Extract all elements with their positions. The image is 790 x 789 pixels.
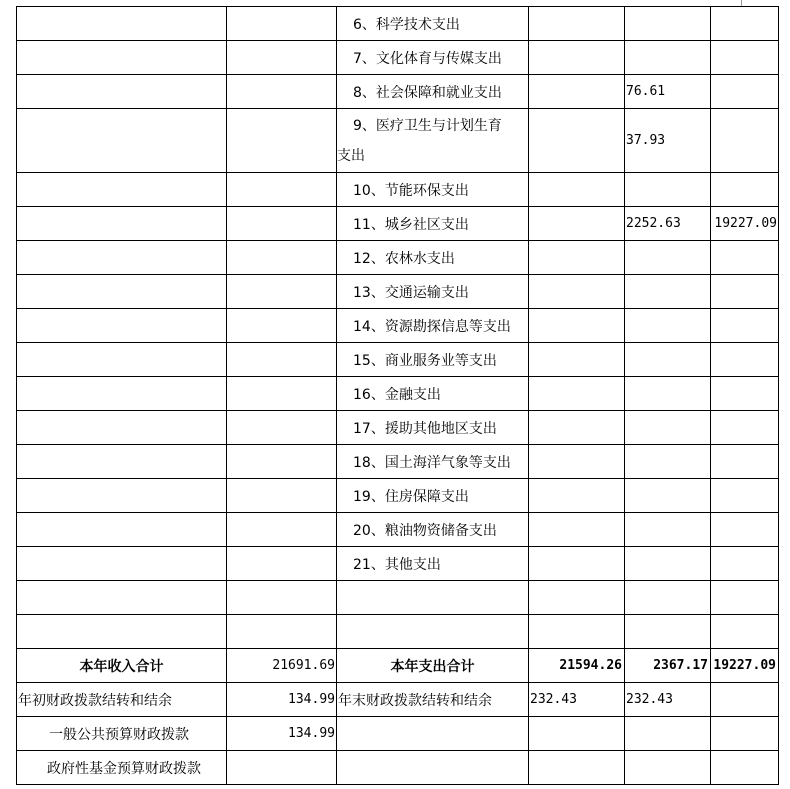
expense-total-cell (529, 411, 625, 445)
gov-fund-cell (711, 173, 779, 207)
empty-cell (529, 751, 625, 785)
gov-fund-cell (711, 109, 779, 173)
table-row (17, 207, 779, 241)
expense-item-cell: 8、社会保障和就业支出 (337, 75, 529, 109)
income-value-cell (227, 309, 337, 343)
gov-fund-cell (711, 445, 779, 479)
general-budget-cell (625, 309, 711, 343)
general-budget-cell (625, 411, 711, 445)
expense-item-cell: 21、其他支出 (337, 547, 529, 581)
expense-total-cell (529, 377, 625, 411)
expense-item-cell: 20、粮油物资储备支出 (337, 513, 529, 547)
gov-fund-cell: 19227.09 (711, 207, 779, 241)
income-item-cell (17, 207, 227, 241)
income-value-cell (227, 241, 337, 275)
gov-fund-label: 政府性基金预算财政拨款 (17, 751, 227, 785)
income-item-cell (17, 241, 227, 275)
general-budget-cell (625, 41, 711, 75)
empty-cell (337, 717, 529, 751)
begin-carryover-label: 年初财政拨款结转和结余 (17, 683, 227, 717)
expense-total-cell (529, 109, 625, 173)
general-public-row (17, 717, 779, 751)
income-item-cell (17, 479, 227, 513)
expense-item-cell: 12、农林水支出 (337, 241, 529, 275)
gov-fund-cell (711, 377, 779, 411)
income-value-cell (227, 377, 337, 411)
table-row-empty (17, 581, 779, 615)
expense-item-cell: 11、城乡社区支出 (337, 207, 529, 241)
income-item-cell (17, 411, 227, 445)
expense-total-cell (529, 41, 625, 75)
general-public-value: 134.99 (227, 717, 337, 751)
expense-total-cell (529, 173, 625, 207)
expense-general-budget-total: 2367.17 (625, 649, 711, 683)
expense-total-cell (529, 479, 625, 513)
expense-item-cell: 18、国土海洋气象等支出 (337, 445, 529, 479)
end-carryover-gov-fund (711, 683, 779, 717)
general-budget-cell (625, 7, 711, 41)
expense-total-label: 本年支出合计 (337, 649, 529, 683)
general-budget-cell (625, 445, 711, 479)
expense-item-cell: 19、住房保障支出 (337, 479, 529, 513)
empty-cell (337, 751, 529, 785)
table-row (17, 411, 779, 445)
income-value-cell (227, 173, 337, 207)
income-value-cell (227, 275, 337, 309)
expense-gov-fund-total: 19227.09 (711, 649, 779, 683)
expense-item-cell: 13、交通运输支出 (337, 275, 529, 309)
income-value-cell (227, 75, 337, 109)
income-value-cell (227, 513, 337, 547)
gov-fund-cell (711, 547, 779, 581)
income-item-cell (17, 309, 227, 343)
end-carryover-label: 年末财政拨款结转和结余 (337, 683, 529, 717)
budget-table (16, 6, 779, 785)
gov-fund-cell (711, 343, 779, 377)
income-total-label: 本年收入合计 (17, 649, 227, 683)
empty-cell (625, 751, 711, 785)
general-budget-cell (625, 275, 711, 309)
totals-row (17, 649, 779, 683)
empty-cell (529, 581, 625, 615)
general-budget-cell (625, 547, 711, 581)
general-budget-cell (625, 241, 711, 275)
table-row (17, 377, 779, 411)
empty-cell (337, 615, 529, 649)
expense-total-cell (529, 309, 625, 343)
empty-cell (227, 581, 337, 615)
income-value-cell (227, 547, 337, 581)
empty-cell (227, 751, 337, 785)
income-value-cell (227, 7, 337, 41)
gov-fund-row (17, 751, 779, 785)
expense-item-cell: 7、文化体育与传媒支出 (337, 41, 529, 75)
gov-fund-cell (711, 241, 779, 275)
expense-item-cell: 10、节能环保支出 (337, 173, 529, 207)
empty-cell (17, 615, 227, 649)
income-value-cell (227, 411, 337, 445)
income-item-cell (17, 275, 227, 309)
general-budget-cell (625, 343, 711, 377)
income-value-cell (227, 343, 337, 377)
empty-cell (711, 751, 779, 785)
income-value-cell (227, 207, 337, 241)
income-value-cell (227, 479, 337, 513)
table-row (17, 109, 779, 173)
expense-total-cell (529, 241, 625, 275)
table-row (17, 479, 779, 513)
gov-fund-cell (711, 479, 779, 513)
empty-cell (625, 717, 711, 751)
table-row (17, 445, 779, 479)
end-carryover-total: 232.43 (529, 683, 625, 717)
expense-total-value: 21594.26 (529, 649, 625, 683)
gov-fund-cell (711, 275, 779, 309)
carryover-row (17, 683, 779, 717)
general-public-label: 一般公共预算财政拨款 (17, 717, 227, 751)
gov-fund-cell (711, 75, 779, 109)
empty-cell (711, 615, 779, 649)
income-value-cell (227, 41, 337, 75)
empty-cell (227, 615, 337, 649)
expense-item-cell: 14、资源勘探信息等支出 (337, 309, 529, 343)
gov-fund-cell (711, 411, 779, 445)
general-budget-cell: 2252.63 (625, 207, 711, 241)
income-item-cell (17, 75, 227, 109)
empty-cell (625, 581, 711, 615)
general-budget-cell: 76.61 (625, 75, 711, 109)
expense-item-line1: 9、医疗卫生与计划生育 (353, 117, 502, 134)
gov-fund-cell (711, 513, 779, 547)
income-total-value: 21691.69 (227, 649, 337, 683)
expense-total-cell (529, 7, 625, 41)
expense-total-cell (529, 445, 625, 479)
income-item-cell (17, 109, 227, 173)
expense-item-cell: 6、科学技术支出 (337, 7, 529, 41)
begin-carryover-value: 134.99 (227, 683, 337, 717)
income-item-cell (17, 41, 227, 75)
general-budget-cell (625, 173, 711, 207)
general-budget-cell (625, 377, 711, 411)
expense-item-cell: 16、金融支出 (337, 377, 529, 411)
gov-fund-cell (711, 309, 779, 343)
expense-total-cell (529, 75, 625, 109)
gov-fund-cell (711, 7, 779, 41)
income-item-cell (17, 7, 227, 41)
empty-cell (529, 615, 625, 649)
table-row (17, 343, 779, 377)
table-row (17, 173, 779, 207)
empty-cell (711, 717, 779, 751)
table-row-empty (17, 615, 779, 649)
income-item-cell (17, 513, 227, 547)
table-row (17, 547, 779, 581)
table-row (17, 275, 779, 309)
income-item-cell (17, 547, 227, 581)
table-row (17, 309, 779, 343)
income-value-cell (227, 445, 337, 479)
income-value-cell (227, 109, 337, 173)
expense-item-cell: 17、援助其他地区支出 (337, 411, 529, 445)
empty-cell (625, 615, 711, 649)
general-budget-cell: 37.93 (625, 109, 711, 173)
table-row (17, 41, 779, 75)
general-budget-cell (625, 479, 711, 513)
income-item-cell (17, 173, 227, 207)
empty-cell (17, 581, 227, 615)
table-row (17, 241, 779, 275)
income-item-cell (17, 343, 227, 377)
expense-total-cell (529, 207, 625, 241)
expense-item-cell (337, 109, 529, 173)
income-item-cell (17, 445, 227, 479)
expense-total-cell (529, 343, 625, 377)
empty-cell (711, 581, 779, 615)
table-row (17, 7, 779, 41)
expense-total-cell (529, 275, 625, 309)
table-row (17, 513, 779, 547)
expense-item-line2: 支出 (337, 147, 365, 164)
expense-item-cell: 15、商业服务业等支出 (337, 343, 529, 377)
gov-fund-cell (711, 41, 779, 75)
empty-cell (337, 581, 529, 615)
table-row (17, 75, 779, 109)
empty-cell (529, 717, 625, 751)
income-item-cell (17, 377, 227, 411)
end-carryover-general-budget: 232.43 (625, 683, 711, 717)
expense-total-cell (529, 513, 625, 547)
expense-total-cell (529, 547, 625, 581)
general-budget-cell (625, 513, 711, 547)
